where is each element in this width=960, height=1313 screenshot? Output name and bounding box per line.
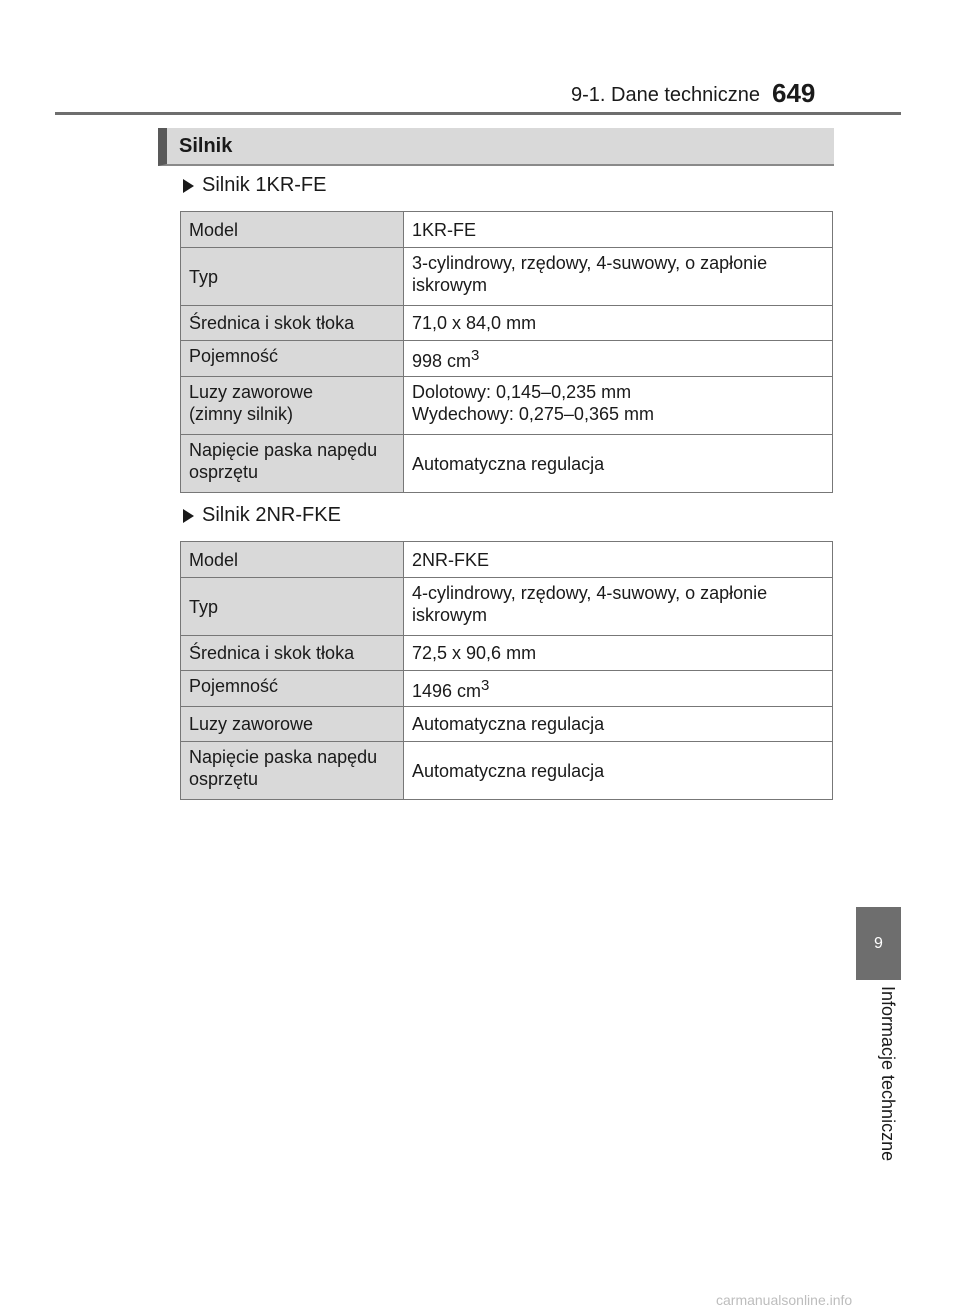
triangle-bullet-icon — [183, 509, 194, 523]
displacement-value: 1496 cm — [412, 681, 482, 701]
table-row — [181, 341, 833, 377]
engine-1-spec-table — [180, 211, 833, 493]
row-value — [404, 671, 833, 707]
row-value: 1KR-FE — [404, 212, 833, 248]
engine-2-spec-table — [180, 541, 833, 800]
chapter-tab — [856, 907, 901, 980]
row-label: Typ — [181, 578, 404, 636]
table-row — [181, 435, 833, 493]
row-label: Pojemność — [181, 671, 404, 707]
row-value: 4-cylindrowy, rzędowy, 4-suwowy, o zapłonie iskrowym — [404, 578, 833, 636]
row-value — [404, 341, 833, 377]
row-label: Model — [181, 212, 404, 248]
section-bar — [158, 128, 834, 166]
chapter-number: 9 — [874, 934, 883, 952]
page-number: 649 — [772, 78, 816, 108]
row-value: Automatyczna regulacja — [404, 435, 833, 493]
row-label: Luzy zaworowe (zimny silnik) — [181, 377, 404, 435]
row-value: Automatyczna regulacja — [404, 707, 833, 742]
engine-2-heading — [183, 504, 341, 527]
row-label: Średnica i skok tłoka — [181, 636, 404, 671]
row-label: Model — [181, 542, 404, 578]
row-label: Luzy zaworowe — [181, 707, 404, 742]
row-value: 2NR-FKE — [404, 542, 833, 578]
table-row — [181, 542, 833, 578]
table-row — [181, 212, 833, 248]
table-row — [181, 377, 833, 435]
table-row — [181, 707, 833, 742]
table-row — [181, 248, 833, 306]
row-value: 3-cylindrowy, rzędowy, 4-suwowy, o zapłonie iskrowym — [404, 248, 833, 306]
table-row — [181, 636, 833, 671]
header-rule — [55, 112, 901, 115]
engine-1-heading-text: Silnik 1KR-FE — [202, 174, 327, 196]
triangle-bullet-icon — [183, 179, 194, 193]
row-label: Pojemność — [181, 341, 404, 377]
row-value: Dolotowy: 0,145–0,235 mm Wydechowy: 0,275–0,365 mm — [404, 377, 833, 435]
displacement-value: 998 cm — [412, 351, 472, 371]
row-label: Napięcie paska napędu osprzętu — [181, 435, 404, 493]
row-label: Średnica i skok tłoka — [181, 306, 404, 341]
unit-superscript: 3 — [481, 677, 490, 694]
row-value: 72,5 x 90,6 mm — [404, 636, 833, 671]
table-row — [181, 578, 833, 636]
chapter-title: Informacje techniczne — [878, 986, 898, 1162]
table-row — [181, 306, 833, 341]
table-row — [181, 742, 833, 800]
watermark: carmanualsonline.info — [716, 1292, 853, 1308]
section-title: Silnik — [179, 135, 233, 157]
header-title: 9-1. Dane techniczne — [570, 84, 760, 106]
table-row — [181, 671, 833, 707]
row-label: Napięcie paska napędu osprzętu — [181, 742, 404, 800]
engine-1-heading — [183, 174, 326, 197]
row-value: Automatyczna regulacja — [404, 742, 833, 800]
row-value: 71,0 x 84,0 mm — [404, 306, 833, 341]
unit-superscript: 3 — [471, 347, 480, 364]
row-label: Typ — [181, 248, 404, 306]
engine-2-heading-text: Silnik 2NR-FKE — [202, 504, 341, 526]
